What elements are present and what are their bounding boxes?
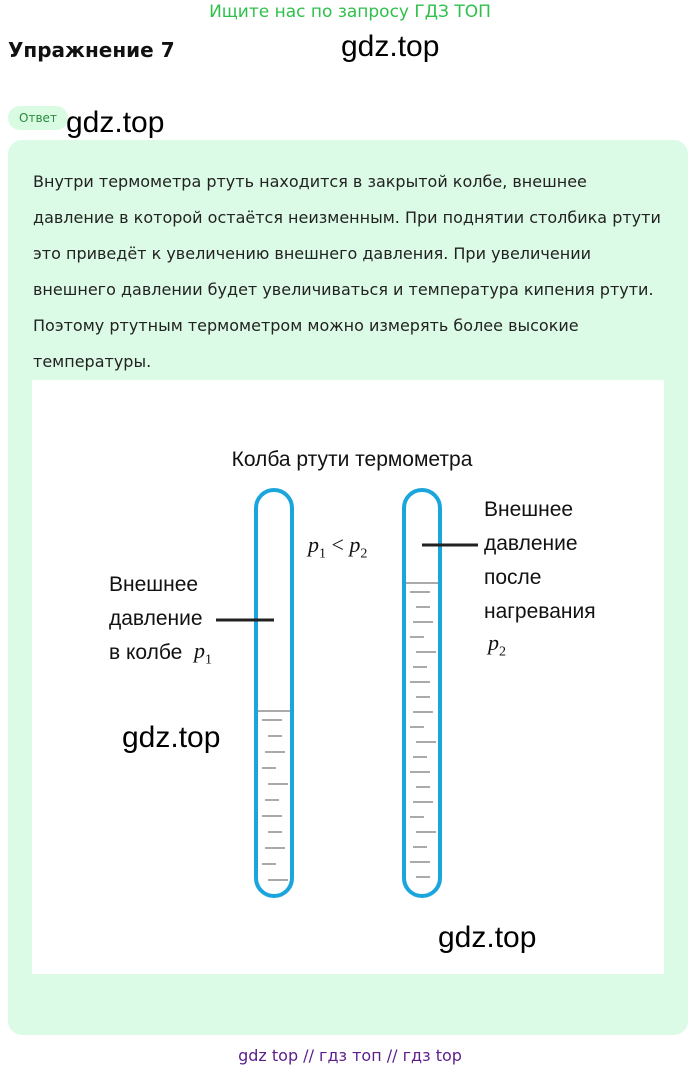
thermometer-figure: [32, 380, 664, 974]
pressure-inequality: $p_1 < p_2$: [308, 532, 368, 562]
right-symbol-p2: $p_2$: [488, 630, 506, 660]
right-tube: [404, 490, 440, 896]
right-mercury-marks: [410, 592, 436, 877]
left-label: Внешнее давление в колбе: [109, 573, 203, 664]
watermark: gdz.top: [438, 921, 537, 954]
left-tube: [256, 490, 292, 896]
watermark: gdz.top: [122, 721, 221, 754]
footer-links[interactable]: gdz top // гдз топ // гдз top: [238, 1046, 462, 1065]
left-symbol-p1: $p_1$: [194, 638, 212, 668]
answer-text: Внутри термометра ртуть находится в закрытой колбе, внешнее давление в которой остаётся неизменным. При поднятии столбика ртути это приведёт к увеличению внешнего давления. При увеличении внешнего давлении будет увеличиваться и температура кипения ртути. Поэтому ртутным термометром можно измерять более высокие температуры.: [33, 172, 661, 371]
answer-badge[interactable]: Ответ: [8, 106, 68, 130]
right-label: Внешнее давление после нагревания: [484, 498, 596, 623]
left-mercury-marks: [262, 720, 288, 880]
watermark: gdz.top: [66, 106, 165, 139]
top-banner[interactable]: Ищите нас по запросу ГДЗ ТОП: [209, 2, 491, 22]
figure-title: Колба ртути термометра: [231, 448, 473, 471]
watermark: gdz.top: [341, 30, 440, 63]
exercise-title: Упражнение 7: [8, 38, 175, 62]
